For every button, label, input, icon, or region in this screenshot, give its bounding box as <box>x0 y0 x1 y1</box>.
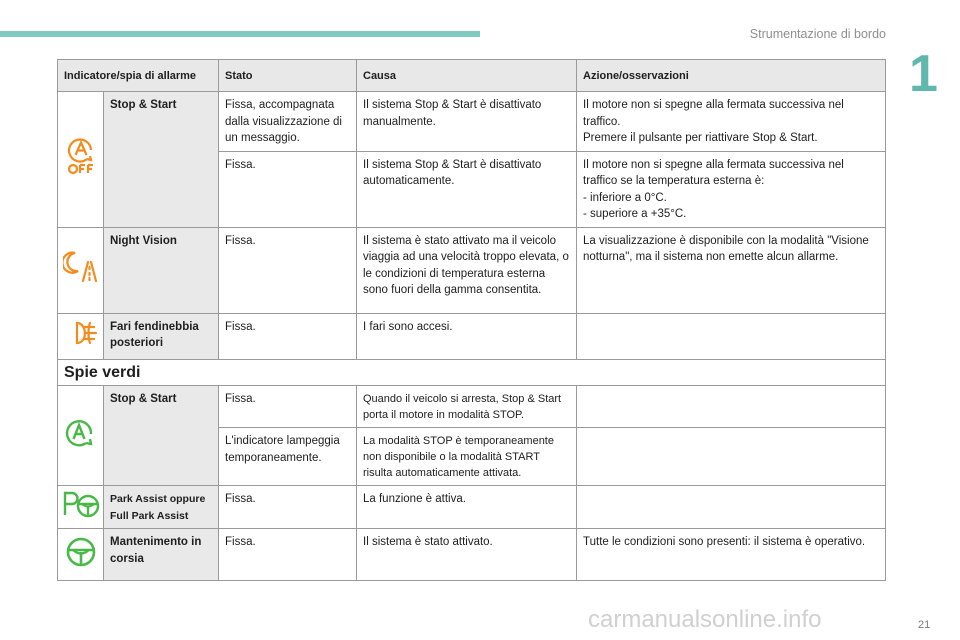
icon-cell <box>58 529 104 581</box>
state-cell: Fissa. <box>219 486 357 529</box>
action-line: Il motore non si spegne alla fermata successiva nel traffico. <box>583 99 844 128</box>
chapter-number <box>909 45 960 103</box>
cause-cell: La modalità STOP è temporaneamente non disponibile o la modalità START risulta automaticamente attivata. <box>357 428 577 486</box>
action-cell <box>577 529 886 581</box>
action-cell <box>577 386 886 428</box>
action-line: - inferiore a 0°C. <box>583 191 667 204</box>
section-title: Spie verdi <box>58 359 886 386</box>
table-row <box>58 529 886 581</box>
indicator-name: Fari fendinebbia posteriori <box>104 313 219 359</box>
cause-cell: Il sistema Stop & Start è disattivato automaticamente. <box>357 151 577 227</box>
table-row <box>58 92 886 152</box>
action-cell <box>577 151 886 227</box>
cause-cell: Il sistema Stop & Start è disattivato manualmente. <box>357 92 577 152</box>
night-vision-icon <box>63 250 99 284</box>
lane-keeping-icon <box>65 536 97 568</box>
column-header-indicator: Indicatore/spia di allarme <box>58 60 219 92</box>
column-header-state: Stato <box>219 60 357 92</box>
indicator-name: Stop & Start <box>104 92 219 228</box>
cause-cell: Il sistema è stato attivato ma il veicolo viaggia ad una velocità troppo elevata, o le condizioni di temperatura esterna sono fuori della gamma consentita. <box>357 227 577 313</box>
action-cell <box>577 428 886 486</box>
state-cell: Fissa. <box>219 227 357 313</box>
park-assist-icon <box>61 489 101 519</box>
action-cell <box>577 227 886 313</box>
stop-start-icon <box>64 418 98 448</box>
action-line: Premere il pulsante per riattivare Stop & Start. <box>583 132 818 144</box>
state-cell: Fissa. <box>219 313 357 359</box>
table-row <box>58 486 886 529</box>
action-line: Tutte le condizioni sono presenti: il sistema è operativo. <box>583 536 866 548</box>
warning-lights-table <box>57 59 886 581</box>
action-cell <box>577 486 886 529</box>
page-number: 21 <box>918 619 931 631</box>
state-cell: Fissa. <box>219 151 357 227</box>
action-line: - superiore a +35°C. <box>583 208 687 220</box>
action-line: Il motore non si spegne alla fermata successiva nel traffico se la temperatura esterna è: <box>583 158 844 187</box>
indicator-name: Stop & Start <box>104 386 219 486</box>
stop-start-off-icon <box>64 137 98 177</box>
chapter-number-digit: 1 <box>909 45 938 103</box>
cause-cell: La funzione è attiva. <box>357 486 577 529</box>
indicator-name: Mantenimento in corsia <box>104 529 219 581</box>
icon-cell <box>58 227 104 313</box>
icon-cell <box>58 92 104 228</box>
table-row <box>58 386 886 428</box>
state-cell: Fissa. <box>219 386 357 428</box>
state-cell: Fissa, accompagnata dalla visualizzazione di un messaggio. <box>219 92 357 152</box>
icon-cell <box>58 386 104 486</box>
section-row <box>58 359 886 386</box>
icon-cell <box>58 486 104 529</box>
table-row <box>58 313 886 359</box>
indicator-name: Park Assist oppure Full Park Assist <box>104 486 219 529</box>
cause-cell: Quando il veicolo si arresta, Stop & Start porta il motore in modalità STOP. <box>357 386 577 428</box>
table-row <box>58 227 886 313</box>
cause-cell: Il sistema è stato attivato. <box>357 529 577 581</box>
column-header-cause: Causa <box>357 60 577 92</box>
chapter-title: Strumentazione di bordo <box>749 27 886 41</box>
rear-fog-light-icon <box>63 320 99 346</box>
column-header-action: Azione/osservazioni <box>577 60 886 92</box>
action-line: La visualizzazione è disponibile con la modalità "Visione notturna", ma il sistema non emette alcun allarme. <box>583 234 869 263</box>
watermark: carmanualsonline.info <box>588 606 822 633</box>
action-cell <box>577 313 886 359</box>
cause-cell: I fari sono accesi. <box>357 313 577 359</box>
icon-cell <box>58 313 104 359</box>
state-cell: L'indicatore lampeggia temporaneamente. <box>219 428 357 486</box>
action-cell <box>577 92 886 152</box>
state-cell: Fissa. <box>219 529 357 581</box>
indicator-name: Night Vision <box>104 227 219 313</box>
accent-bar <box>0 31 480 37</box>
